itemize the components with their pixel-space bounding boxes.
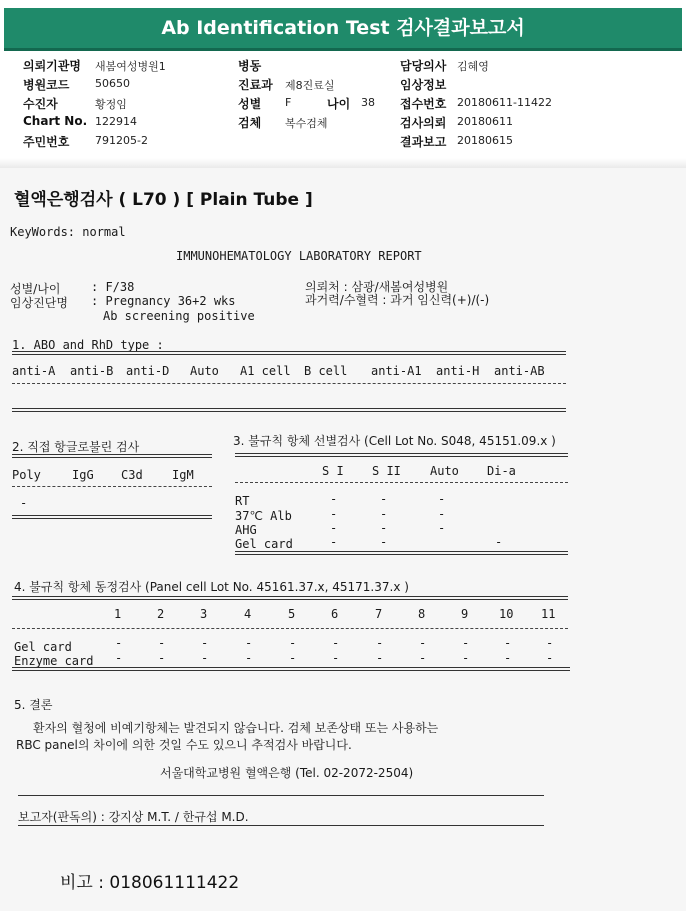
section-3-title: 3. 불규칙 항체 선별검사 (Cell Lot No. S048, 45151.09.x ) <box>233 434 556 448</box>
sex-age-label: 성별/나이 <box>10 282 61 296</box>
header-key: 결과보고 <box>400 135 447 149</box>
history: 과거력/수혈력 : 과거 임신력(+)/(-) <box>305 293 490 307</box>
dat-col: IgG <box>72 468 94 482</box>
panel-value: - <box>419 651 427 665</box>
panel-value: - <box>332 651 340 665</box>
header-value: 제8진료실 <box>285 79 335 92</box>
sex-age-value: : F/38 <box>91 280 135 294</box>
abo-col: anti-H <box>436 364 480 378</box>
header-key: 담당의사 <box>400 59 447 73</box>
screen-row-label: 37℃ Alb <box>235 509 292 523</box>
header-key: 병동 <box>238 59 262 73</box>
header-value: 새봄여성병원1 <box>95 60 166 73</box>
panel-value: - <box>245 651 253 665</box>
double-rule <box>12 351 566 355</box>
panel-row-label: Gel card <box>14 640 72 654</box>
panel-value: - <box>419 636 427 650</box>
section-1-title: 1. ABO and RhD type : <box>12 338 164 352</box>
dat-value: - <box>20 496 28 510</box>
header-key: 검사의뢰 <box>400 116 447 130</box>
diagnosis-value: : Pregnancy 36+2 wks <box>91 294 236 308</box>
panel-value: - <box>376 651 384 665</box>
panel-value: - <box>504 636 512 650</box>
dashed-rule <box>12 628 568 629</box>
screen-value: - <box>380 507 388 521</box>
screen-value: - <box>438 521 446 535</box>
panel-value: - <box>115 651 123 665</box>
keywords: KeyWords: normal <box>10 225 126 239</box>
abo-col: A1 cell <box>240 364 291 378</box>
header-key: 접수번호 <box>400 97 447 111</box>
panel-value: - <box>201 651 209 665</box>
header-value: 791205-2 <box>95 134 148 147</box>
section-4-title: 4. 불규칙 항체 동정검사 (Panel cell Lot No. 45161.37.x, 45171.37.x ) <box>14 580 409 594</box>
panel-value: - <box>376 636 384 650</box>
header-value: 38 <box>361 96 375 109</box>
screen-value: - <box>438 507 446 521</box>
header-key: 임상정보 <box>400 78 447 92</box>
reporter: 보고자(판독의) : 강지상 M.T. / 한규섭 M.D. <box>18 810 249 824</box>
panel-col: 7 <box>375 607 383 621</box>
header-value: 50650 <box>95 77 130 90</box>
abo-col: anti-A <box>12 364 56 378</box>
panel-value: - <box>289 651 297 665</box>
panel-col: 4 <box>244 607 252 621</box>
panel-row-label: Enzyme card <box>14 654 94 668</box>
header-value: 김혜영 <box>457 60 489 73</box>
header-key: 병원코드 <box>23 78 70 92</box>
dashed-rule <box>235 482 568 483</box>
section-5-title: 5. 결론 <box>14 698 53 712</box>
abo-col: anti-AB <box>494 364 545 378</box>
header-key: 진료과 <box>238 78 273 92</box>
panel-value: - <box>332 636 340 650</box>
report-heading: 혈액은행검사 ( L70 ) [ Plain Tube ] <box>14 190 313 210</box>
screen-col: S I <box>322 464 344 478</box>
dat-col: C3d <box>121 468 143 482</box>
panel-col: 6 <box>331 607 339 621</box>
dashed-rule <box>12 383 566 384</box>
double-rule <box>12 408 566 412</box>
screen-value: - <box>380 492 388 506</box>
panel-value: - <box>289 636 297 650</box>
panel-value: - <box>115 636 123 650</box>
double-rule <box>12 454 212 458</box>
report-banner <box>4 8 682 51</box>
screen-col: Di-a <box>487 464 516 478</box>
diagnosis-label: 임상진단명 <box>10 296 68 310</box>
panel-value: - <box>245 636 253 650</box>
screen-row-label: RT <box>235 494 250 508</box>
screen-value: - <box>380 535 388 549</box>
panel-value: - <box>504 651 512 665</box>
screen-row-label: Gel card <box>235 537 293 551</box>
panel-col: 2 <box>157 607 165 621</box>
dashed-rule <box>12 486 212 487</box>
diagnosis-value-2: Ab screening positive <box>103 309 255 323</box>
screen-value: - <box>380 521 388 535</box>
panel-value: - <box>546 651 554 665</box>
header-key: Chart No. <box>23 114 88 128</box>
report-title: Ab Identification Test 검사결과보고서 <box>161 17 525 39</box>
header-key: 나이 <box>327 97 351 111</box>
screen-value: - <box>330 492 338 506</box>
panel-value: - <box>546 636 554 650</box>
header-value: 20180615 <box>457 134 513 147</box>
abo-col: anti-A1 <box>371 364 422 378</box>
double-rule <box>235 551 568 555</box>
header-value: 20180611-11422 <box>457 96 552 109</box>
lab-signature: 서울대학교병원 혈액은행 (Tel. 02-2072-2504) <box>160 766 414 780</box>
screen-row-label: AHG <box>235 523 257 537</box>
header-key: 의뢰기관명 <box>23 59 81 73</box>
screen-value: - <box>495 535 503 549</box>
conclusion-line-2: RBC panel의 차이에 의한 것일 수도 있으니 추적검사 바랍니다. <box>16 738 352 752</box>
header-key: 성별 <box>238 97 262 111</box>
header-value: 황정임 <box>95 98 127 111</box>
panel-col: 1 <box>114 607 122 621</box>
screen-value: - <box>438 492 446 506</box>
conclusion-line-1: 환자의 혈청에 비예기항체는 발견되지 않습니다. 검체 보존상태 또는 사용하는 <box>33 721 439 735</box>
screen-col: Auto <box>430 464 459 478</box>
panel-col: 9 <box>461 607 469 621</box>
scanned-report <box>0 168 686 911</box>
header-value: F <box>285 96 292 109</box>
section-2-title: 2. 직접 항글로불린 검사 <box>12 440 140 454</box>
requester: 의뢰처 : 삼광/새봄여성병원 <box>305 280 449 294</box>
double-rule <box>235 453 568 457</box>
abo-col: Auto <box>190 364 219 378</box>
abo-col: anti-D <box>126 364 170 378</box>
panel-value: - <box>462 636 470 650</box>
screen-value: - <box>330 521 338 535</box>
abo-col: anti-B <box>70 364 114 378</box>
dat-col: Poly <box>12 468 41 482</box>
header-value: 122914 <box>95 115 137 128</box>
double-rule <box>12 596 568 600</box>
header-value: 복수검체 <box>285 117 328 130</box>
panel-value: - <box>158 651 166 665</box>
panel-value: - <box>462 651 470 665</box>
header-value: 20180611 <box>457 115 513 128</box>
panel-col: 10 <box>499 607 514 621</box>
screen-value: - <box>330 507 338 521</box>
panel-col: 8 <box>418 607 426 621</box>
header-key: 수진자 <box>23 97 58 111</box>
lab-report-title: IMMUNOHEMATOLOGY LABORATORY REPORT <box>176 249 422 263</box>
screen-value: - <box>330 535 338 549</box>
screen-col: S II <box>372 464 401 478</box>
panel-col: 11 <box>541 607 556 621</box>
panel-value: - <box>158 636 166 650</box>
panel-col: 3 <box>200 607 208 621</box>
double-rule <box>12 515 212 519</box>
single-rule <box>18 795 544 796</box>
dat-col: IgM <box>172 468 194 482</box>
abo-col: B cell <box>304 364 348 378</box>
header-key: 주민번호 <box>23 135 70 149</box>
header-key: 검체 <box>238 116 262 130</box>
double-rule <box>12 667 570 671</box>
single-rule <box>18 825 544 826</box>
panel-col: 5 <box>288 607 296 621</box>
remark: 비고 : 018061111422 <box>60 873 240 893</box>
panel-value: - <box>201 636 209 650</box>
